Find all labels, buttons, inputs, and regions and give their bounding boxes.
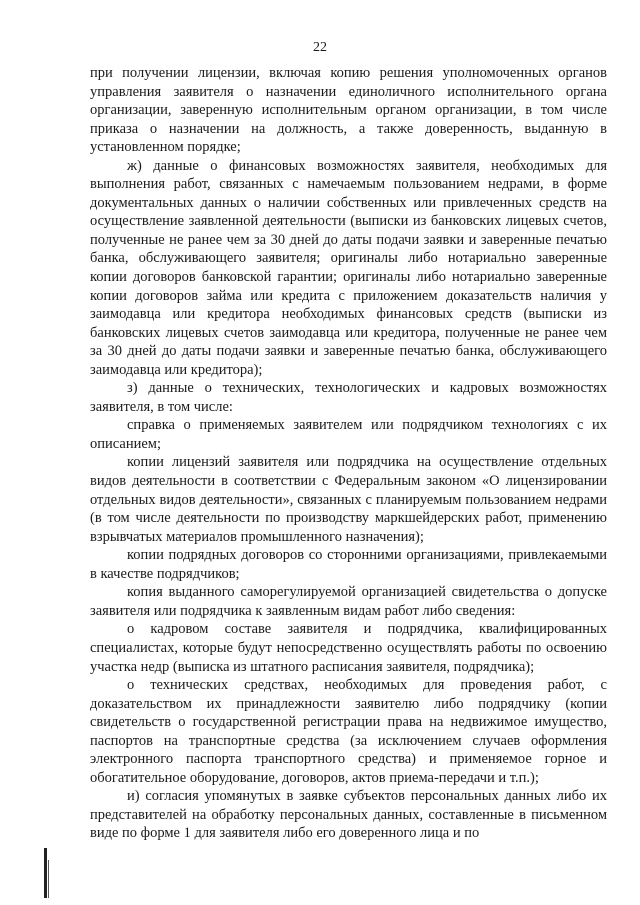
document-body: [90, 64, 607, 843]
paragraph-continuation: при получении лицензии, включая копию решения уполномоченных органов управления заявителя о назначении единоличного исполнительного органа организации, заверенную исполнительным органом организации, в том числе приказа о назначении на должность, а также доверенность, выданную в установленном порядке;: [90, 65, 607, 156]
paragraph-financial-capabilities: ж) данные о финансовых возможностях заявителя, необходимых для выполнения работ, связанных с намечаемым пользованием недрами, в форме документальных данных о наличии собственных или привлеченных средств на осуществление заявленной деятельности (выписки из банковских лицевых счетов, полученные не ранее чем за 30 дней до даты подачи заявки и заверенные печатью банка, обслуживающего заявителя; оригиналы либо нотариально заверенные копии договоров банковской гарантии; оригиналы либо нотариально заверенные копии договоров займа или кредита с приложением доказательств наличия у заимодавца или кредитора необходимых финансовых средств (выписки из банковских лицевых счетов заимодавца или кредитора, полученные не ранее чем за 30 дней до даты подачи заявки и заверенные печатью банка, обслуживающего заимодавца или кредитора);: [90, 157, 607, 378]
paragraph-technical-capabilities: з) данные о технических, технологических и кадровых возможностях заявителя, в том числе:: [90, 380, 607, 415]
paragraph-personal-data-consent: и) согласия упомянутых в заявке субъектов персональных данных либо их представителей на обработку персональных данных, составленные в письменном виде по форме 1 для заявителя либо его доверенного лица и по: [90, 788, 607, 842]
paragraph-contractor-agreements: копии подрядных договоров со сторонними организациями, привлекаемыми в качестве подрядчиков;: [90, 547, 607, 582]
paragraph-license-copies: копии лицензий заявителя или подрядчика на осуществление отдельных видов деятельности в соответствии с Федеральным законом «О лицензировании отдельных видов деятельности», связанных с планируемым пользованием недрами (в том числе деятельности по производству маркшейдерских работ, применению взрывчатых материалов промышленного назначения);: [90, 454, 607, 545]
paragraph-sro-certificate: копия выданного саморегулируемой организацией свидетельства о допуске заявителя или подрядчика к заявленным видам работ либо сведения:: [90, 584, 607, 619]
paragraph-technical-means: о технических средствах, необходимых для проведения работ, с доказательством их принадлежности заявителю либо подрядчику (копии свидетельств о государственной регистрации права на недвижимое имущество, паспортов на транспортные средства (за исключением случаев оформления электронного паспорта транспортного средства) и применяемое горное и обогатительное оборудование, договоров, актов приема-передачи и т.п.);: [90, 677, 607, 786]
scan-artifact-line: [44, 848, 47, 898]
paragraph-staff-composition: о кадровом составе заявителя и подрядчика, квалифицированных специалистах, которые будут непосредственно осуществлять работы по освоению участка недр (выписка из штатного расписания заявителя, подрядчика);: [90, 621, 607, 675]
page-number: 22: [313, 40, 327, 55]
scan-artifact-line-secondary: [48, 860, 49, 898]
paragraph-technology-reference: справка о применяемых заявителем или подрядчиком технологиях с их описанием;: [90, 417, 607, 452]
